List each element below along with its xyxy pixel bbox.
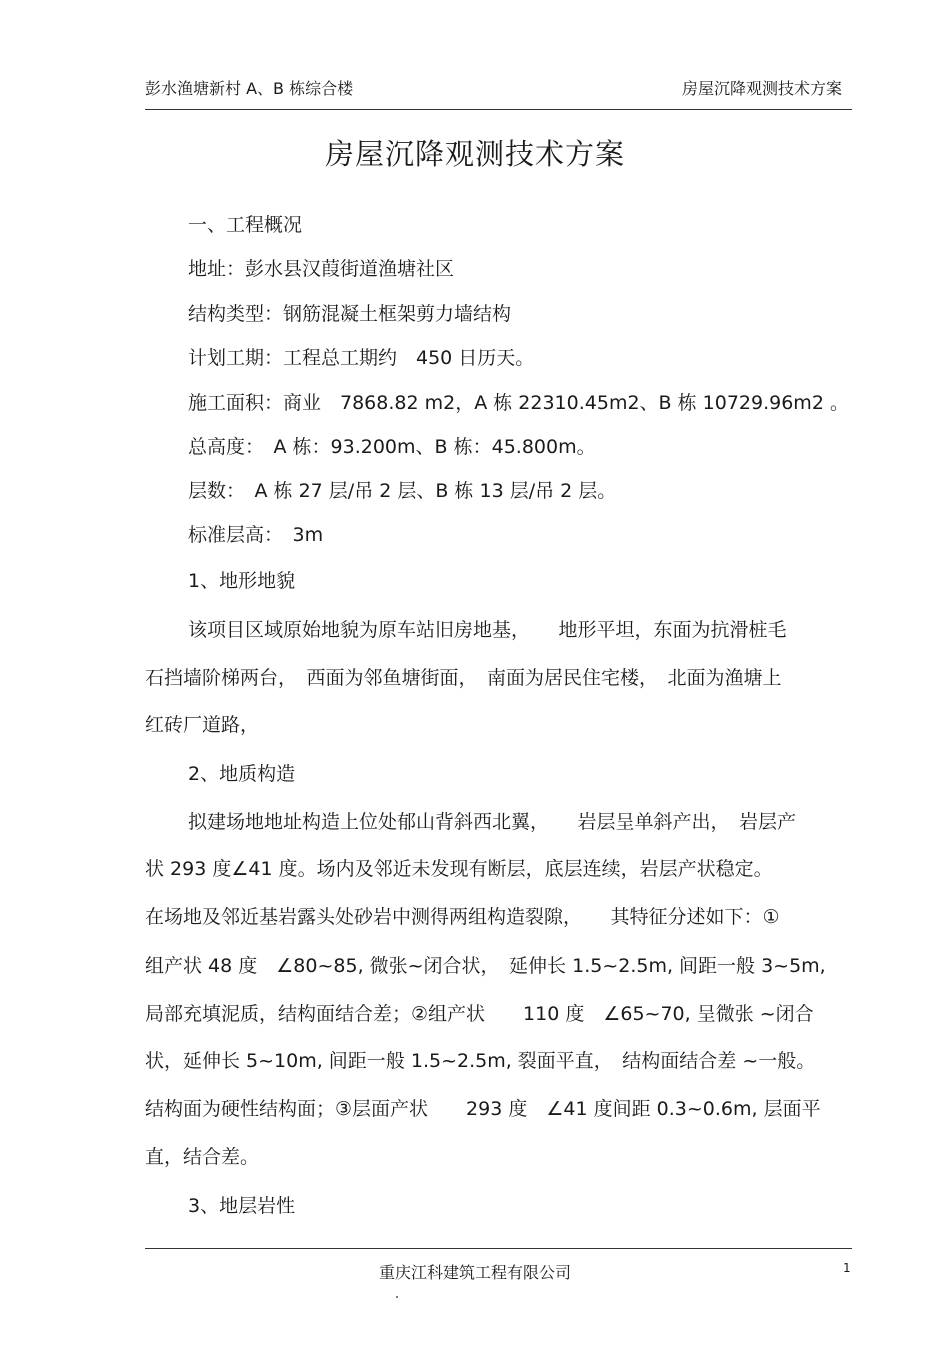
paragraph-line: 石挡墙阶梯两台， 西面为邻鱼塘街面， 南面为居民住宅楼， 北面为渔塘上 (145, 667, 782, 689)
info-floor-height: 标准层高： 3m (188, 524, 324, 546)
info-schedule: 计划工期：工程总工期约 450 日历天。 (188, 347, 535, 369)
paragraph-line: 局部充填泥质，结构面结合差；②组产状 110 度 ∠65~70, 呈微张 ~闭合 (145, 1003, 814, 1025)
paragraph-line: 该项目区域原始地貌为原车站旧房地基， 地形平坦，东面为抗滑桩毛 (188, 619, 787, 641)
info-floors: 层数： A 栋 27 层/吊 2 层、B 栋 13 层/吊 2 层。 (188, 480, 617, 502)
paragraph-line: 状，延伸长 5~10m, 间距一般 1.5~2.5m, 裂面平直， 结构面结合差 ~一般。 (145, 1050, 816, 1072)
page-number: 1 (843, 1261, 851, 1275)
info-construction-area: 施工面积：商业 7868.82 m2，A 栋 22310.45m2、B 栋 10729.96m2 。 (188, 392, 849, 414)
paragraph-line: 状 293 度∠41 度。场内及邻近未发现有断层，底层连续，岩层产状稳定。 (145, 858, 773, 880)
header-divider (145, 109, 852, 110)
paragraph-line: 结构面为硬性结构面；③层面产状 293 度 ∠41 度间距 0.3~0.6m, 层面平 (145, 1098, 821, 1120)
document-title: 房屋沉降观测技术方案 (324, 137, 625, 171)
header-project-name: 彭水渔塘新村 A、B 栋综合楼 (145, 79, 354, 98)
paragraph-line: 在场地及邻近基岩露头处砂岩中测得两组构造裂隙， 其特征分述如下：① (145, 906, 780, 928)
paragraph-line: 红砖厂道路， (145, 714, 260, 736)
paragraph-line: 组产状 48 度 ∠80~85, 微张~闭合状， 延伸长 1.5~2.5m, 间距一般 3~5m, (145, 955, 826, 977)
header-document-title: 房屋沉降观测技术方案 (681, 79, 842, 98)
info-total-height: 总高度： A 栋：93.200m、B 栋：45.800m。 (188, 436, 596, 458)
subheading-terrain: 1、地形地貌 (188, 570, 296, 592)
page-header (145, 76, 852, 102)
subheading-geology: 2、地质构造 (188, 763, 296, 785)
paragraph-line: 直，结合差。 (145, 1146, 260, 1168)
footer-divider (145, 1248, 852, 1249)
section-heading-overview: 一、工程概况 (188, 214, 303, 236)
info-structure-type: 结构类型：钢筋混凝土框架剪力墙结构 (188, 303, 512, 325)
paragraph-line: 拟建场地地址构造上位处郁山背斜西北翼， 岩层呈单斜产出， 岩层产 (188, 811, 797, 833)
info-address: 地址：彭水县汉葭街道渔塘社区 (188, 258, 455, 280)
footer-company-name: 重庆江科建筑工程有限公司 (378, 1263, 571, 1282)
footer-dot (396, 1296, 398, 1298)
subheading-strata: 3、地层岩性 (188, 1195, 296, 1217)
